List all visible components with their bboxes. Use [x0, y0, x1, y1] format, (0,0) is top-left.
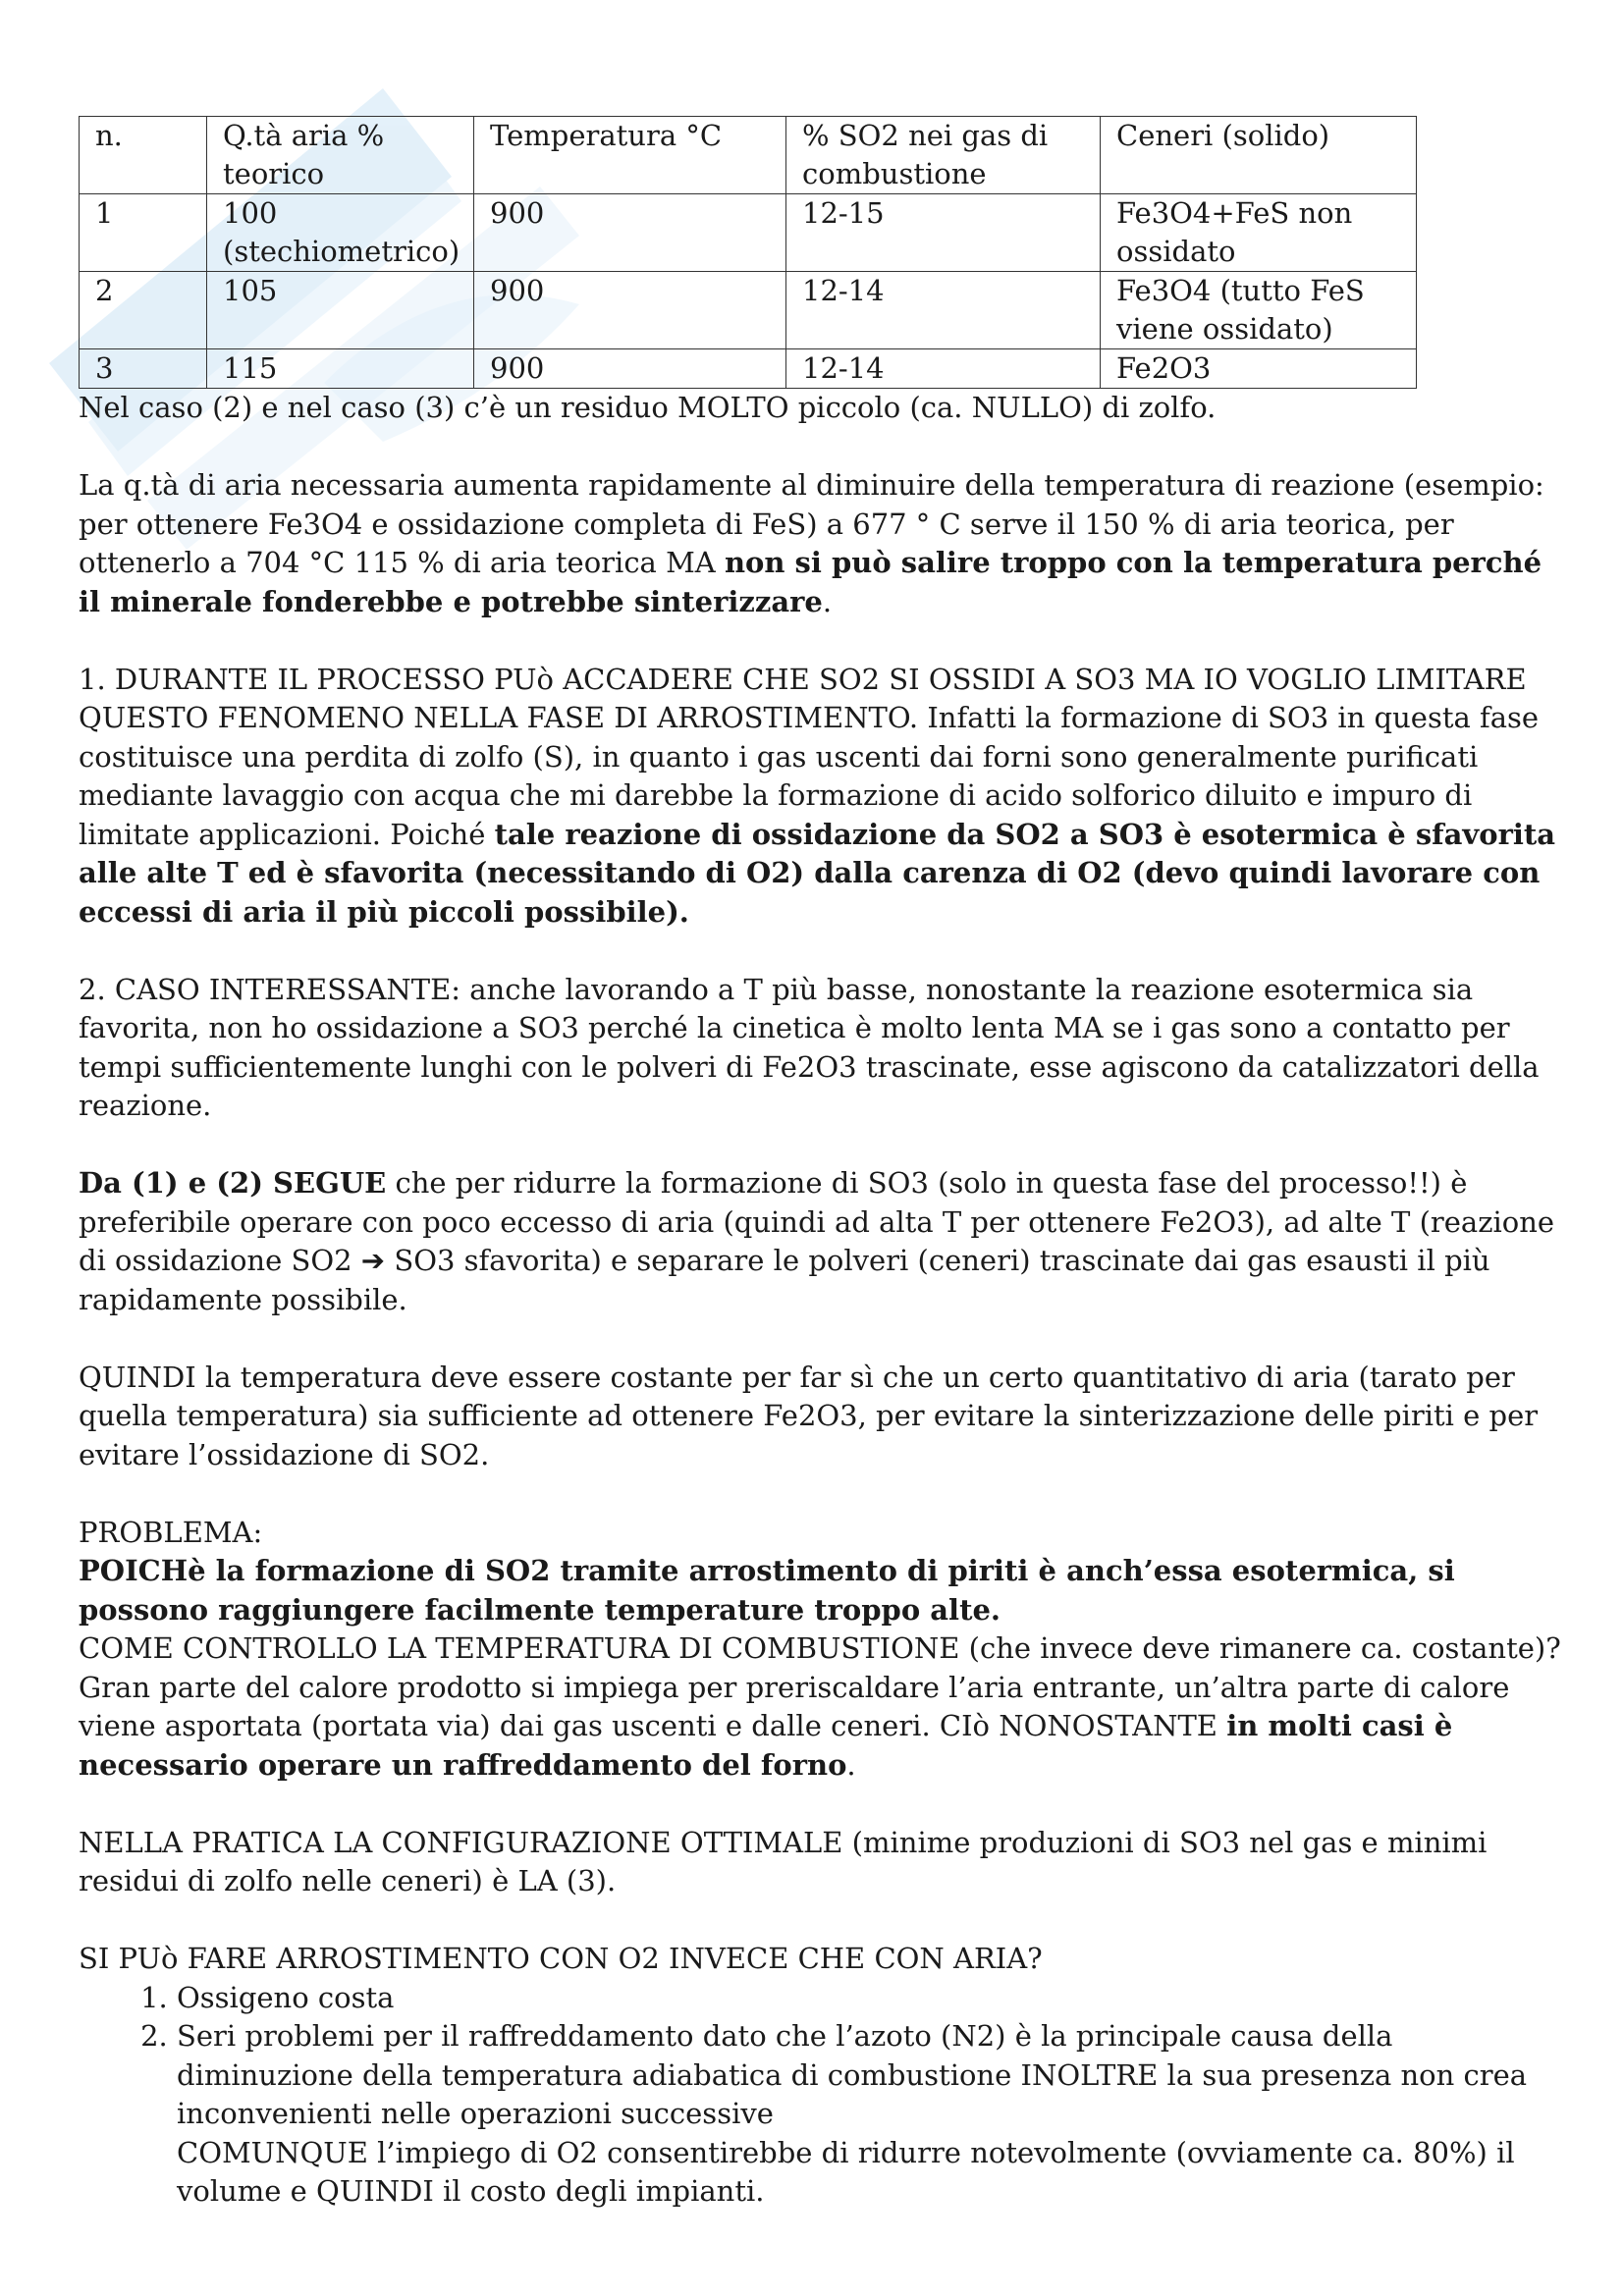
paragraph-quindi: QUINDI la temperatura deve essere costante per far sì che un certo quantitativo di aria (tarato per quella temperatura) sia sufficiente ad ottenere Fe2O3, per evitare la sinterizzazione delle piriti e per evitare l’ossidazione di SO2. [79, 1360, 1539, 1471]
table-header-row [80, 117, 1417, 194]
bold-span: POICHè la formazione di SO2 tramite arrostimento di piriti è anch’essa esotermica, si possono raggiungere facilmente temperature troppo alte. [79, 1554, 1455, 1627]
arrow-icon: ➔ [360, 1244, 386, 1277]
text-span: che per ridurre la formazione di SO3 (solo in questa fase del processo!!) è preferibile operare con poco eccesso di aria (quindi ad alta T per ottenere Fe2O3), ad alte T (reazione di ossidazione SO2 [79, 1166, 1555, 1277]
text-span: 1. DURANTE IL PROCESSO PUò ACCADERE CHE SO2 SI OSSIDI A SO3 MA IO VOGLIO LIMITARE QUESTO FENOMENO NELLA FASE DI ARROSTIMENTO. Infatti la formazione di SO3 in questa fase costituisce una perdita di zolfo (S), in quanto i gas uscenti dai forni sono generalmente purificati mediante lavaggio con acqua che mi darebbe la formazione di acido solforico diluito e impuro di limitate applicazioni. Poiché [79, 662, 1540, 851]
table-header-cell: % SO2 nei gas di combustione [786, 117, 1101, 194]
bold-span: tale reazione di ossidazione da SO2 a SO3 è esotermica è sfavorita alle alte T ed è sfavorita (necessitando di O2) dalla carenza di O2 (devo quindi lavorare con eccessi di aria il più piccoli possibile). [79, 817, 1556, 929]
table-cell: 115 [207, 349, 474, 389]
list-item-text: COMUNQUE l’impiego di O2 consentirebbe di ridurre notevolmente (ovviamente ca. 80%) il volume e QUINDI il costo degli impianti. [177, 2135, 1515, 2208]
table-cell: 3 [80, 349, 207, 389]
table-cell: 900 [474, 349, 786, 389]
table-cell: 12-14 [786, 349, 1101, 389]
table-cell: 105 [207, 272, 474, 349]
question-list [79, 1979, 1561, 2212]
list-item-text: Seri problemi per il raffreddamento dato che l’azoto (N2) è la principale causa della diminuzione della temperatura adiabatica di combustione INOLTRE la sua presenza non crea inconvenienti nelle operazioni successive [177, 2019, 1528, 2130]
table-row [80, 194, 1417, 272]
problema-body [79, 1629, 1561, 1785]
bold-span: in molti casi è necessario operare un raffreddamento del forno [79, 1709, 1453, 1782]
text-span: . [846, 1747, 856, 1782]
table-cell: 12-15 [786, 194, 1101, 272]
roasting-table [79, 116, 1417, 389]
paragraph-segue [79, 1164, 1561, 1319]
list-item [177, 2017, 1561, 2212]
problema-heading: PROBLEMA: [79, 1515, 263, 1549]
paragraph-point-2: 2. CASO INTERESSANTE: anche lavorando a T più basse, nonostante la reazione esotermica sia favorita, non ho ossidazione a SO3 perché la cinetica è molto lenta MA se i gas sono a contatto per tempi sufficientemente lunghi con le polveri di Fe2O3 trascinate, esse agiscono da catalizzatori della reazione. [79, 972, 1540, 1122]
document-page [79, 116, 1561, 2212]
text-span: La q.tà di aria necessaria aumenta rapidamente al diminuire della temperatura di reazione (esempio: per ottenere Fe3O4 e ossidazione completa di FeS) a 677 ° C serve il 150 % di aria teorica, per ottenerlo a 704 °C 115 % di aria teorica MA [79, 468, 1544, 579]
paragraph-aria [79, 466, 1561, 621]
bold-span: Da (1) e (2) SEGUE [79, 1166, 387, 1200]
question-heading: SI PUò FARE ARROSTIMENTO CON O2 INVECE CHE CON ARIA? [79, 1942, 1043, 1975]
table-row [80, 349, 1417, 389]
list-item: 1. Ossigeno costa [177, 1979, 1561, 2018]
table-cell: 100 (stechiometrico) [207, 194, 474, 272]
table-cell: Fe2O3 [1101, 349, 1417, 389]
problema-bold [79, 1552, 1561, 1629]
table-cell: 900 [474, 272, 786, 349]
table-header-cell: Q.tà aria % teorico [207, 117, 474, 194]
paragraph-residuo: Nel caso (2) e nel caso (3) c’è un residuo MOLTO piccolo (ca. NULLO) di zolfo. [79, 391, 1217, 424]
table-header-cell: Ceneri (solido) [1101, 117, 1417, 194]
table-header-cell: Temperatura °C [474, 117, 786, 194]
table-cell: 1 [80, 194, 207, 272]
table-cell: 12-14 [786, 272, 1101, 349]
table-cell: 900 [474, 194, 786, 272]
text-span: COME CONTROLLO LA TEMPERATURA DI COMBUSTIONE (che invece deve rimanere ca. costante)? Gran parte del calore prodotto si impiega per preriscaldare l’aria entrante, un’altra parte di calore viene asportata (portata via) dai gas uscenti e dalle ceneri. CIò NONOSTANTE [79, 1631, 1561, 1742]
table-cell: Fe3O4 (tutto FeS viene ossidato) [1101, 272, 1417, 349]
paragraph-pratica: NELLA PRATICA LA CONFIGURAZIONE OTTIMALE (minime produzioni di SO3 nel gas e minimi residui di zolfo nelle ceneri) è LA (3). [79, 1825, 1488, 1897]
text-span: SO3 sfavorita) e separare le polveri (ceneri) trascinate dai gas esausti il più rapidamente possibile. [79, 1244, 1490, 1316]
table-row [80, 272, 1417, 349]
bold-span: non si può salire troppo con la temperatura perché il minerale fonderebbe e potrebbe sinterizzare [79, 546, 1542, 618]
table-cell: Fe3O4+FeS non ossidato [1101, 194, 1417, 272]
text-span: . [822, 584, 833, 618]
table-header-cell: n. [80, 117, 207, 194]
table-cell: 2 [80, 272, 207, 349]
paragraph-point-1 [79, 661, 1561, 933]
